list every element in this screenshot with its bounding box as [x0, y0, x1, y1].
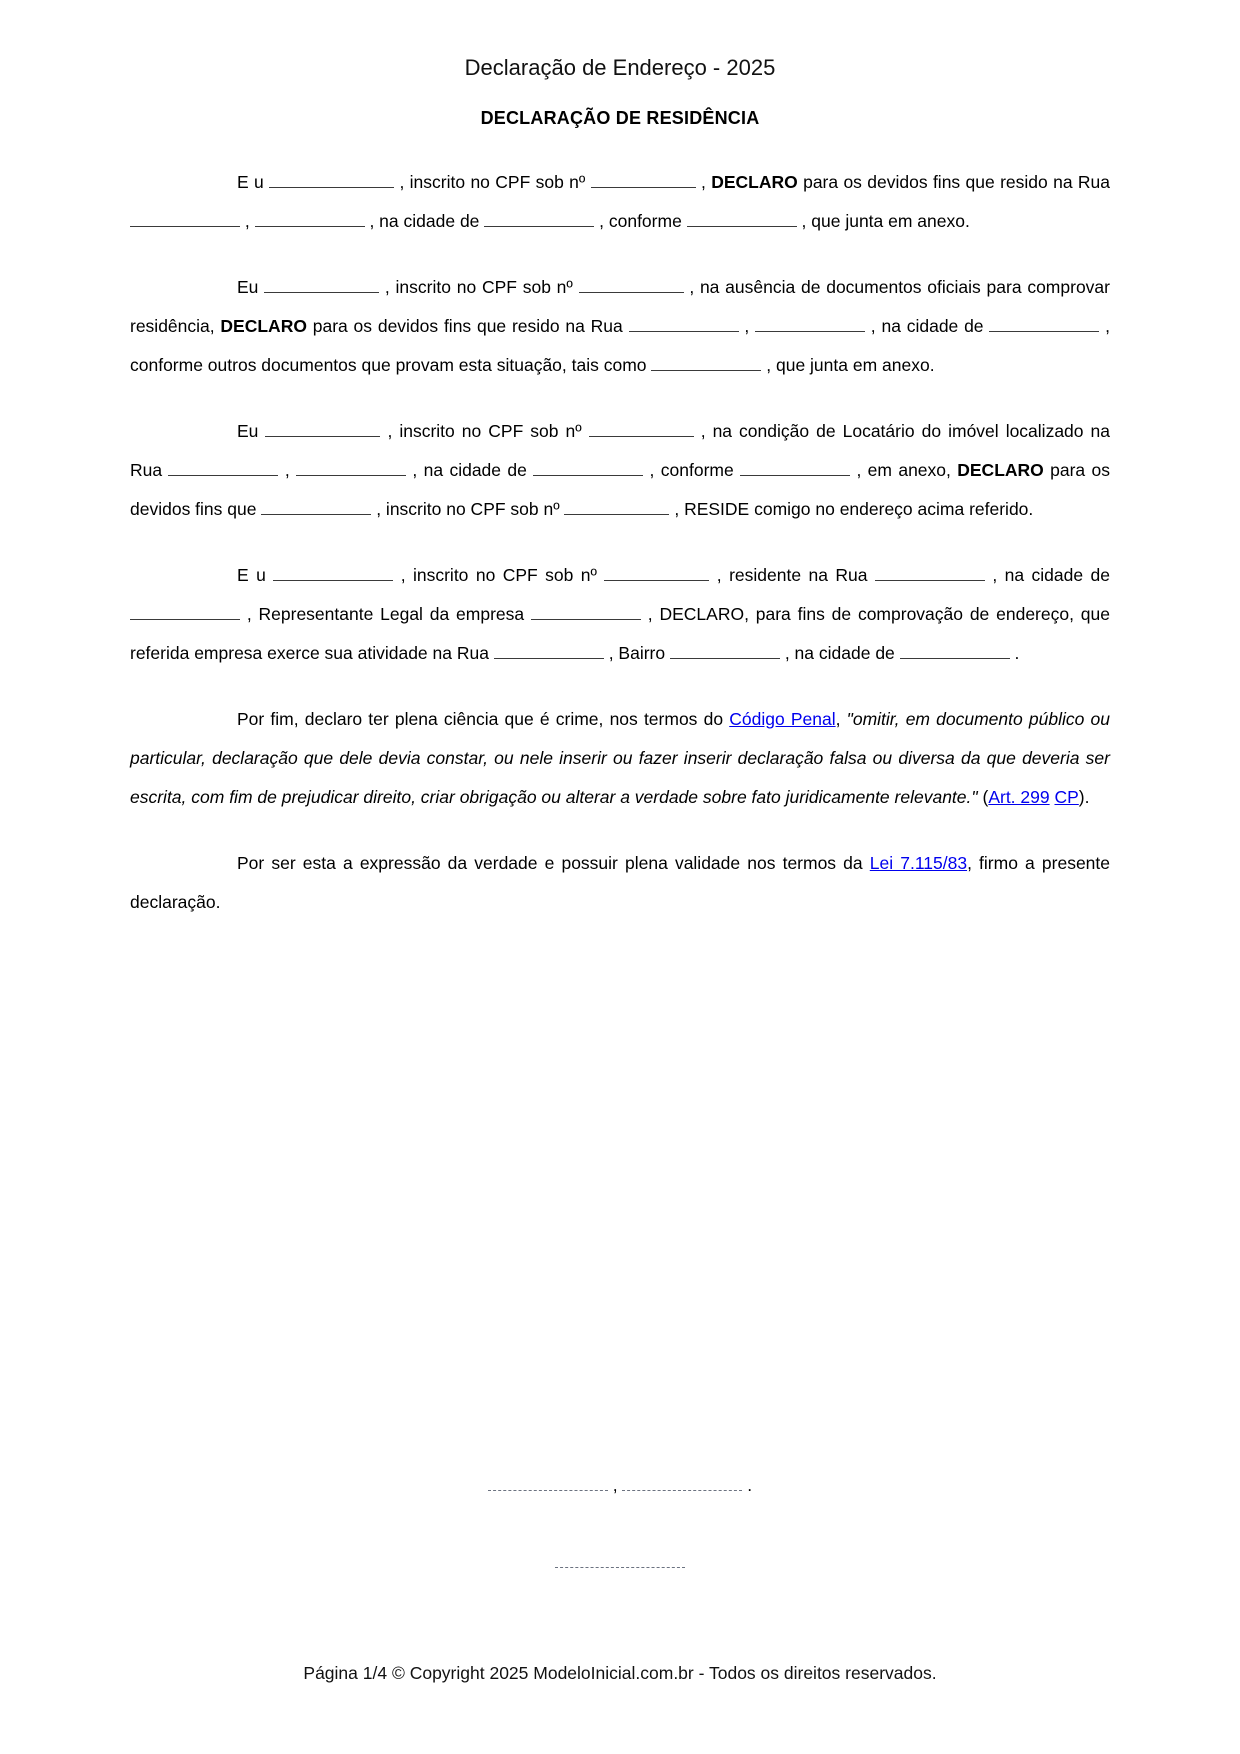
text-run: Eu — [237, 277, 265, 297]
text-run: E u — [237, 172, 270, 192]
blank-field[interactable] — [591, 170, 696, 188]
blank-field[interactable] — [740, 458, 850, 476]
blank-field[interactable] — [533, 458, 643, 476]
text-run: , — [240, 211, 255, 231]
text-run: para os devidos fins que resido na Rua — [797, 172, 1110, 192]
blank-field[interactable] — [604, 563, 709, 581]
blank-field[interactable] — [296, 458, 406, 476]
blank-field[interactable] — [875, 563, 985, 581]
blank-field[interactable] — [130, 602, 240, 620]
text-run: , inscrito no CPF sob nº — [380, 421, 589, 441]
text-run: , inscrito no CPF sob nº — [394, 172, 591, 192]
text-run: , na cidade de — [779, 643, 900, 663]
text-run: , conforme — [643, 460, 741, 480]
link-lei-7115-83[interactable]: Lei 7.115/83 — [869, 853, 968, 873]
text-run: , RESIDE comigo no endereço acima referido. — [669, 499, 1034, 519]
paragraph-legal-validity-statement — [130, 844, 1110, 922]
text-run: ). — [1078, 787, 1090, 807]
text-run: Por ser esta a expressão da verdade e possuir plena validade nos termos da — [237, 853, 870, 873]
paragraph-criminal-liability-notice — [130, 700, 1110, 817]
blank-field[interactable] — [900, 641, 1010, 659]
text-run: , DECLARO, para fins de comprovação de endereço, que referida empresa exerce sua atividade na Rua — [130, 604, 1110, 663]
paragraph-simple-residence-declaration — [130, 163, 1110, 241]
text-run: , inscrito no CPF sob nº — [371, 499, 565, 519]
link-cp[interactable]: CP — [1054, 787, 1079, 807]
text-run: , — [607, 1475, 623, 1495]
text-run: Eu — [237, 421, 266, 441]
blank-field[interactable] — [687, 209, 797, 227]
text-run: , — [738, 316, 756, 336]
text-run: , — [695, 172, 712, 192]
text-run: ( — [977, 787, 989, 807]
text-run: , que junta em anexo. — [796, 211, 970, 231]
blank-field[interactable] — [265, 419, 380, 437]
text-run: , — [835, 709, 847, 729]
signature-line — [0, 1543, 1240, 1582]
blank-field[interactable] — [651, 353, 761, 371]
text-run: , Bairro — [603, 643, 670, 663]
link-art-299[interactable]: Art. 299 — [988, 787, 1050, 807]
text-run: para os devidos fins que — [130, 460, 1111, 519]
blank-field[interactable] — [564, 497, 669, 515]
link-codigo-penal[interactable]: Código Penal — [729, 709, 836, 729]
page-title: Declaração de Endereço - 2025 — [464, 55, 776, 80]
blank-field[interactable] — [264, 275, 379, 293]
blank-field[interactable] — [261, 497, 371, 515]
bold-text-run: DECLARO — [711, 172, 798, 192]
text-run: , na cidade de — [406, 460, 534, 480]
paragraph-no-official-documents-declaration — [130, 268, 1110, 385]
bold-text-run: DECLARO — [957, 460, 1044, 480]
text-run: , residente na Rua — [709, 565, 875, 585]
blank-field[interactable] — [555, 1550, 685, 1568]
text-run: , na ausência de documentos oficiais para comprovar residência, — [130, 277, 1110, 336]
text-run: E u — [237, 565, 274, 585]
place-date-line — [0, 1466, 1240, 1505]
text-run: , conforme — [594, 211, 687, 231]
blank-field[interactable] — [269, 170, 394, 188]
blank-field[interactable] — [629, 314, 739, 332]
blank-field[interactable] — [622, 1473, 742, 1491]
paragraph-company-representative-declaration — [130, 556, 1110, 673]
text-run: , na cidade de — [364, 211, 485, 231]
blank-field[interactable] — [130, 209, 240, 227]
paragraph-tenant-cohabitant-declaration — [130, 412, 1110, 529]
document-heading: DECLARAÇÃO DE RESIDÊNCIA — [480, 108, 760, 128]
blank-field[interactable] — [670, 641, 780, 659]
text-run: , na condição de Locatário do imóvel localizado na Rua — [130, 421, 1110, 480]
blank-field[interactable] — [488, 1473, 608, 1491]
blank-field[interactable] — [484, 209, 594, 227]
blank-field[interactable] — [589, 419, 694, 437]
blank-field[interactable] — [273, 563, 393, 581]
text-run: , Representante Legal da empresa — [240, 604, 531, 624]
text-run: , conforme outros documentos que provam esta situação, tais como — [130, 316, 1110, 375]
text-run: , na cidade de — [984, 565, 1110, 585]
blank-field[interactable] — [168, 458, 278, 476]
document-body — [130, 163, 1110, 922]
text-run: . — [742, 1475, 753, 1495]
text-run: , inscrito no CPF sob nº — [379, 277, 579, 297]
blank-field[interactable] — [531, 602, 641, 620]
page-footer: Página 1/4 © Copyright 2025 ModeloInicial.com.br - Todos os direitos reservados. — [303, 1663, 937, 1683]
text-run: , — [278, 460, 297, 480]
text-run: . — [1009, 643, 1020, 663]
text-run: , que junta em anexo. — [761, 355, 935, 375]
blank-field[interactable] — [494, 641, 604, 659]
italic-text-run: "omitir, em documento público ou particular, declaração que dele devia constar, ou nele inserir ou fazer inserir declaração falsa ou diversa da que deveria ser escrita, com fim de prejudicar direito, criar obrigação ou alterar a verdade sobre fato juridicamente relevante." — [130, 709, 1110, 807]
text-run: Por fim, declaro ter plena ciência que é crime, nos termos do — [237, 709, 730, 729]
text-run: para os devidos fins que resido na Rua — [306, 316, 629, 336]
blank-field[interactable] — [989, 314, 1099, 332]
text-run: , firmo a presente declaração. — [130, 853, 1111, 912]
blank-field[interactable] — [579, 275, 684, 293]
text-run: , na cidade de — [865, 316, 990, 336]
text-run: , em anexo, — [850, 460, 958, 480]
text-run: , inscrito no CPF sob nº — [393, 565, 605, 585]
bold-text-run: DECLARO — [220, 316, 307, 336]
blank-field[interactable] — [255, 209, 365, 227]
blank-field[interactable] — [755, 314, 865, 332]
